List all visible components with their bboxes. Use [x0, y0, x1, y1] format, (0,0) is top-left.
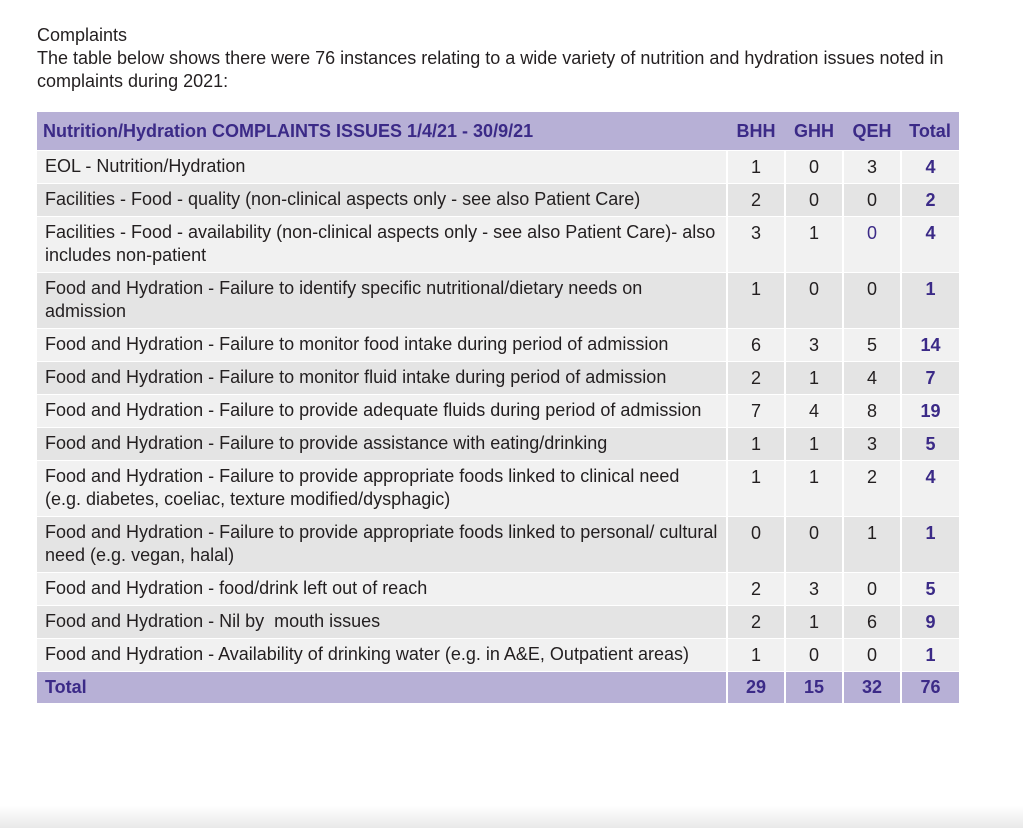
table-header-row: [37, 112, 959, 151]
bhh-cell: 3: [727, 217, 785, 273]
qeh-cell: 5: [843, 329, 901, 362]
header-bhh: BHH: [727, 112, 785, 151]
total-cell: 14: [901, 329, 959, 362]
ghh-cell: 0: [785, 184, 843, 217]
ghh-cell: 3: [785, 573, 843, 606]
ghh-cell: 0: [785, 517, 843, 573]
issue-cell: Food and Hydration - Failure to provide appropriate foods linked to clinical need (e.g. diabetes, coeliac, texture modified/dysphagic): [37, 461, 727, 517]
total-cell: 9: [901, 606, 959, 639]
ghh-cell: 0: [785, 151, 843, 184]
issue-cell: Food and Hydration - Failure to identify specific nutritional/dietary needs on admission: [37, 273, 727, 329]
total-cell: 2: [901, 184, 959, 217]
qeh-total-cell: 32: [843, 672, 901, 704]
grand-total-cell: 76: [901, 672, 959, 704]
issue-cell: Facilities - Food - availability (non-clinical aspects only - see also Patient Care)- also includes non-patient: [37, 217, 727, 273]
table-row: [37, 395, 959, 428]
total-cell: 1: [901, 273, 959, 329]
section-heading: Complaints: [37, 25, 128, 45]
issue-cell: Food and Hydration - Failure to monitor fluid intake during period of admission: [37, 362, 727, 395]
intro-paragraph: The table below shows there were 76 instances relating to a wide variety of nutrition and hydration issues noted in complaints during 2021:: [37, 48, 944, 91]
table-row: [37, 517, 959, 573]
issue-cell: EOL - Nutrition/Hydration: [37, 151, 727, 184]
ghh-cell: 1: [785, 606, 843, 639]
table-row: [37, 639, 959, 672]
bhh-cell: 1: [727, 151, 785, 184]
issue-cell: Food and Hydration - Failure to provide assistance with eating/drinking: [37, 428, 727, 461]
total-cell: 4: [901, 217, 959, 273]
bhh-cell: 6: [727, 329, 785, 362]
complaints-table: [37, 112, 959, 704]
total-cell: 1: [901, 639, 959, 672]
issue-cell: Food and Hydration - Nil by mouth issues: [37, 606, 727, 639]
total-cell: 5: [901, 573, 959, 606]
total-cell: 5: [901, 428, 959, 461]
qeh-cell: 6: [843, 606, 901, 639]
table-row: [37, 273, 959, 329]
issue-cell: Food and Hydration - food/drink left out of reach: [37, 573, 727, 606]
total-cell: 4: [901, 151, 959, 184]
qeh-cell: 3: [843, 428, 901, 461]
table-total-row: [37, 672, 959, 704]
header-issues: Nutrition/Hydration COMPLAINTS ISSUES 1/4/21 - 30/9/21: [37, 112, 727, 151]
header-qeh: QEH: [843, 112, 901, 151]
table-row: [37, 329, 959, 362]
qeh-cell: 0: [843, 217, 901, 273]
issue-cell: Food and Hydration - Failure to provide adequate fluids during period of admission: [37, 395, 727, 428]
table-row: [37, 151, 959, 184]
bhh-cell: 0: [727, 517, 785, 573]
ghh-cell: 0: [785, 273, 843, 329]
bhh-cell: 1: [727, 428, 785, 461]
qeh-cell: 0: [843, 639, 901, 672]
table-row: [37, 362, 959, 395]
total-cell: 7: [901, 362, 959, 395]
bhh-cell: 1: [727, 273, 785, 329]
bhh-total-cell: 29: [727, 672, 785, 704]
bhh-cell: 2: [727, 606, 785, 639]
qeh-cell: 3: [843, 151, 901, 184]
table-row: [37, 573, 959, 606]
bhh-cell: 2: [727, 573, 785, 606]
ghh-cell: 0: [785, 639, 843, 672]
table-row: [37, 217, 959, 273]
ghh-cell: 1: [785, 428, 843, 461]
total-label: Total: [37, 672, 727, 704]
bottom-shadow: [0, 806, 1023, 828]
table-row: [37, 428, 959, 461]
header-ghh: GHH: [785, 112, 843, 151]
ghh-cell: 1: [785, 362, 843, 395]
header-total: Total: [901, 112, 959, 151]
issue-cell: Food and Hydration - Availability of drinking water (e.g. in A&E, Outpatient areas): [37, 639, 727, 672]
qeh-cell: 2: [843, 461, 901, 517]
qeh-cell: 0: [843, 573, 901, 606]
ghh-cell: 3: [785, 329, 843, 362]
total-cell: 1: [901, 517, 959, 573]
issue-cell: Food and Hydration - Failure to monitor food intake during period of admission: [37, 329, 727, 362]
bhh-cell: 2: [727, 184, 785, 217]
bhh-cell: 2: [727, 362, 785, 395]
qeh-cell: 0: [843, 184, 901, 217]
bhh-cell: 1: [727, 461, 785, 517]
bhh-cell: 7: [727, 395, 785, 428]
ghh-cell: 1: [785, 217, 843, 273]
ghh-total-cell: 15: [785, 672, 843, 704]
table-row: [37, 184, 959, 217]
ghh-cell: 1: [785, 461, 843, 517]
qeh-cell: 8: [843, 395, 901, 428]
table-row: [37, 461, 959, 517]
issue-cell: Food and Hydration - Failure to provide appropriate foods linked to personal/ cultural need (e.g. vegan, halal): [37, 517, 727, 573]
bhh-cell: 1: [727, 639, 785, 672]
qeh-cell: 1: [843, 517, 901, 573]
ghh-cell: 4: [785, 395, 843, 428]
total-cell: 19: [901, 395, 959, 428]
qeh-cell: 4: [843, 362, 901, 395]
table-row: [37, 606, 959, 639]
issue-cell: Facilities - Food - quality (non-clinical aspects only - see also Patient Care): [37, 184, 727, 217]
qeh-cell: 0: [843, 273, 901, 329]
total-cell: 4: [901, 461, 959, 517]
